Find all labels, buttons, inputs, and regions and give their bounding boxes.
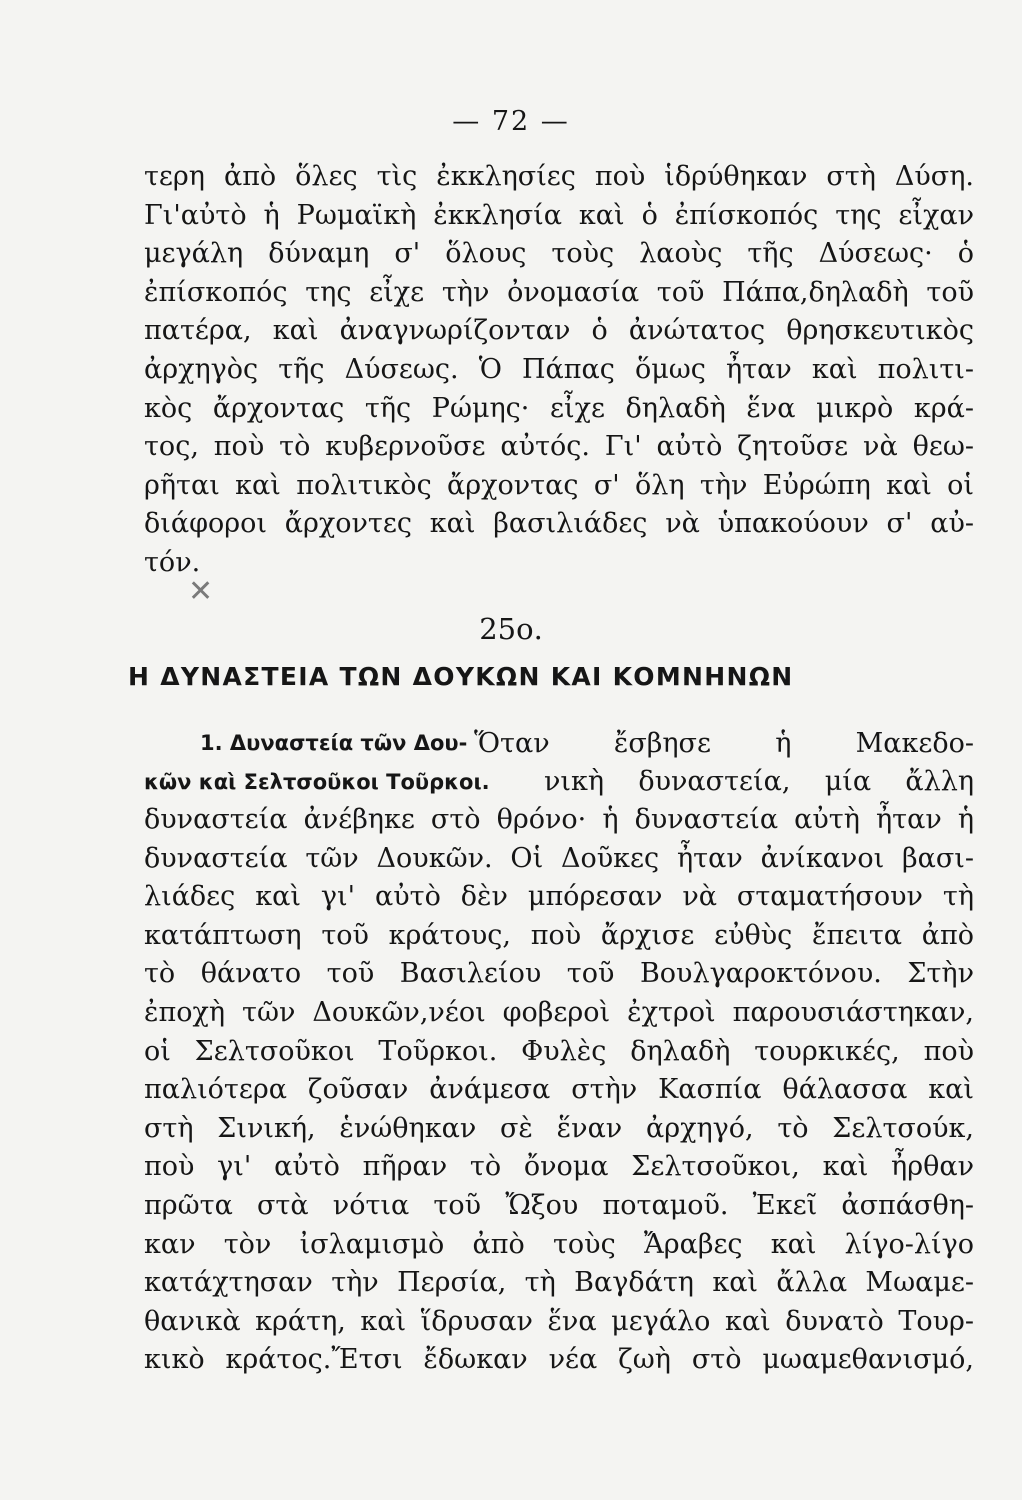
text-line: τος, ποὺ τὸ κυβερνοῦσε αὐτός. Γι' αὐτὸ ζητοῦσε νὰ θεω- (144, 431, 974, 463)
text-line: τόν. (144, 546, 201, 578)
section-heading-line-1: 1. Δυναστεία τῶν Δου- (200, 731, 468, 756)
text-line: πρῶτα στὰ νότια τοῦ Ὤξου ποταμοῦ. Ἐκεῖ ἀσπάσθη- (144, 1189, 974, 1221)
text-line: ποὺ γι' αὐτὸ πῆραν τὸ ὄνομα Σελτσοῦκοι, καὶ ἦρθαν (144, 1151, 974, 1183)
text-line: λιάδες καὶ γι' αὐτὸ δὲν μπόρεσαν νὰ σταματήσουν τὴ (144, 881, 974, 913)
text-line: δυναστεία ἀνέβηκε στὸ θρόνο· ἡ δυναστεία αὐτὴ ἦταν ἡ (144, 804, 974, 835)
text-line: καν τὸν ἰσλαμισμὸ ἀπὸ τοὺς Ἄραβες καὶ λίγο-λίγο (144, 1228, 974, 1260)
text-line: ἐπίσκοπός της εἶχε τὴν ὀνομασία τοῦ Πάπα,δηλαδὴ τοῦ (144, 276, 974, 308)
text-line: διάφοροι ἄρχοντες καὶ βασιλιάδες νὰ ὑπακούουν σ' αὐ- (144, 508, 974, 540)
text-line: τὸ θάνατο τοῦ Βασιλείου τοῦ Βουλγαροκτόνου. Στὴν (144, 958, 974, 990)
section-heading-block (144, 724, 974, 801)
text-line: στὴ Σινική, ἑνώθηκαν σὲ ἕναν ἀρχηγό, τὸ Σελτσούκ, (144, 1112, 974, 1144)
text-line: παλιότερα ζοῦσαν ἀνάμεσα στὴν Κασπία θάλασσα καὶ (144, 1074, 974, 1106)
chapter-number: 25ο. (479, 612, 543, 646)
text-line: κατάχτησαν τὴν Περσία, τὴ Βαγδάτη καὶ ἄλλα Μωαμε- (144, 1267, 974, 1299)
paragraph-1 (144, 158, 974, 583)
section-heading-line-2: κῶν καὶ Σελτσοῦκοι Τοῦρκοι. (144, 769, 490, 794)
text-line: οἱ Σελτσοῦκοι Τοῦρκοι. Φυλὲς δηλαδὴ τουρκικές, ποὺ (144, 1035, 974, 1067)
text-line: θανικὰ κράτη, καὶ ἵδρυσαν ἕνα μεγάλο καὶ δυνατὸ Τουρ- (144, 1305, 974, 1337)
paragraph-2 (144, 801, 974, 1380)
text-line: πατέρα, καὶ ἀναγνωρίζονταν ὁ ἀνώτατος θρησκευτικὸς (144, 315, 974, 347)
text-line: ρῆται καὶ πολιτικὸς ἄρχοντας σ' ὅλη τὴν Εὐρώπη καὶ οἱ (144, 469, 974, 501)
page-number: — 72 — (452, 106, 570, 137)
chapter-title: Η ΔΥΝΑΣΤΕΙΑ ΤΩΝ ΔΟΥΚΩΝ ΚΑΙ ΚΟΜΝΗΝΩΝ (128, 662, 794, 691)
text-line: Γι'αὐτὸ ἡ Ρωμαϊκὴ ἐκκλησία καὶ ὁ ἐπίσκοπός της εἶχαν (144, 199, 974, 231)
text-line: δυναστεία τῶν Δουκῶν. Οἱ Δοῦκες ἦταν ἀνίκανοι βασι- (144, 842, 974, 874)
pencil-cross-mark: ✕ (188, 574, 214, 609)
section-text-line-1: Ὅταν ἔσβησε ἡ Μακεδο- (474, 727, 974, 759)
text-line: κὸς ἄρχοντας τῆς Ρώμης· εἶχε δηλαδὴ ἕνα μικρὸ κρά- (144, 392, 974, 424)
text-line: ἐποχὴ τῶν Δουκῶν,νέοι φοβεροὶ ἐχτροὶ παρουσιάστηκαν, (144, 996, 974, 1028)
text-line: κικὸ κράτος.Ἔτσι ἔδωκαν νέα ζωὴ στὸ μωαμεθανισμό, (144, 1344, 974, 1376)
text-line: ἀρχηγὸς τῆς Δύσεως. Ὁ Πάπας ὅμως ἦταν καὶ πολιτι- (144, 353, 974, 385)
text-line: κατάπτωση τοῦ κράτους, ποὺ ἄρχισε εὐθὺς ἔπειτα ἀπὸ (144, 919, 974, 951)
text-line: μεγάλη δύναμη σ' ὅλους τοὺς λαοὺς τῆς Δύσεως· ὁ (144, 238, 974, 270)
text-line: τερη ἀπὸ ὅλες τὶς ἐκκλησίες ποὺ ἱδρύθηκαν στὴ Δύση. (144, 161, 974, 192)
section-text-line-2: νικὴ δυναστεία, μία ἄλλη (544, 766, 974, 798)
